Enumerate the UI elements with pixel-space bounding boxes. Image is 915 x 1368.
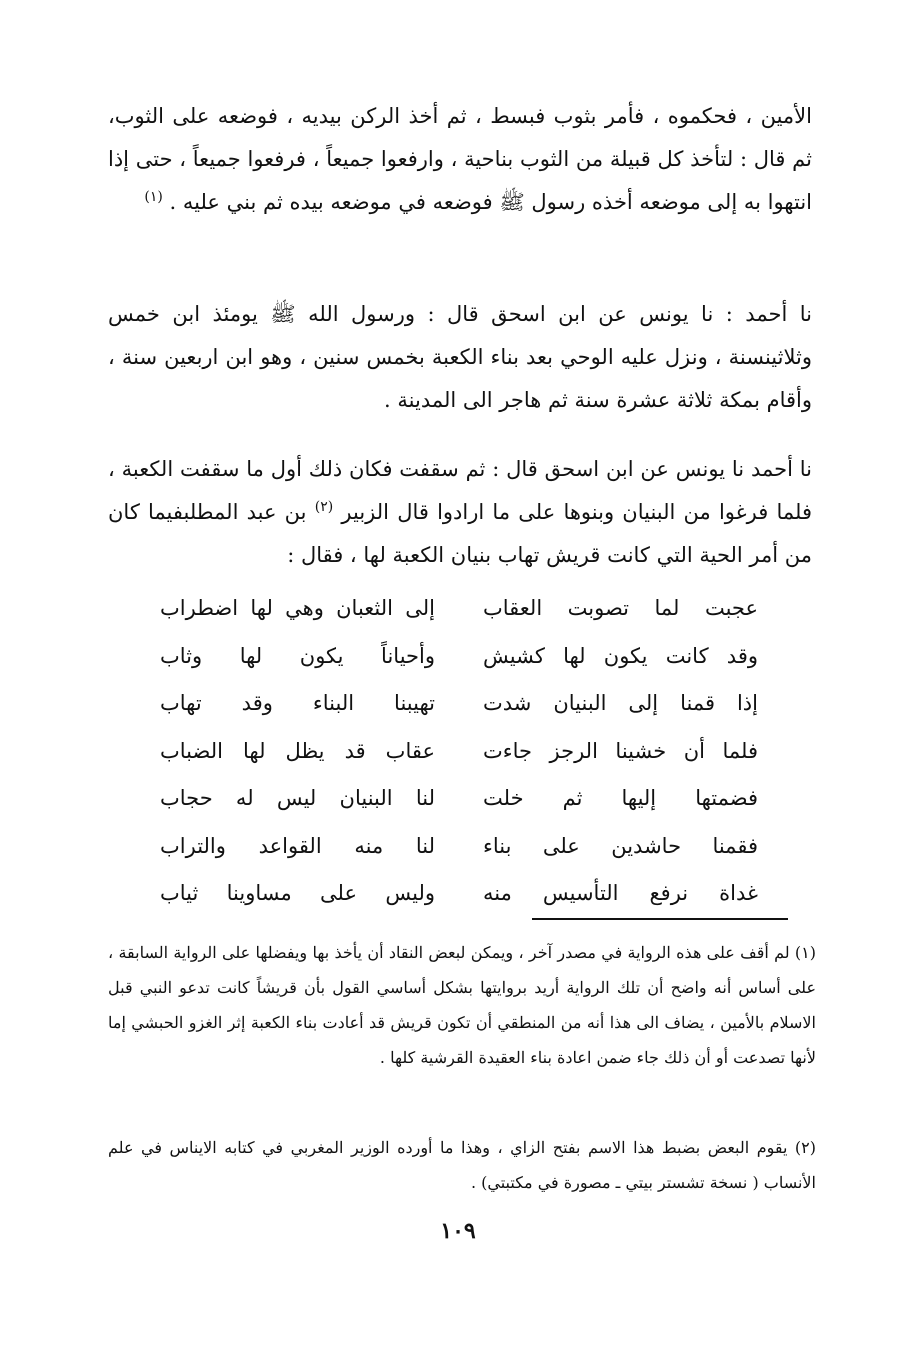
poem-verse [150,775,770,823]
footnote-2: (٢) يقوم البعض بضبط هذا الاسم بفتح الزاي ، وهذا ما أورده الوزير المغربي في كتابه الايناس في علم الأنساب ( نسخة تشستر بيتي ـ مصورة في مكتبتي) . [108,1138,817,1192]
footnote-separator [532,918,788,920]
verse-first-hemistich: إذا قمنا إلى البنيان شدت [483,691,758,715]
poem-verse [150,870,770,918]
verse-first-hemistich: فلما أن خشينا الرجز جاءت [483,738,758,763]
poem-verse [150,823,770,871]
verse-second-hemistich: إلى الثعبان وهي لها اضطراب [160,596,435,620]
verse-second-hemistich: لنا البنيان ليس له حجاب [160,786,435,810]
verse-second-hemistich: عقاب قد يظل لها الضباب [160,738,435,763]
paragraph-1-text: الأمين ، فحكموه ، فأمر بثوب فبسط ، ثم أخذ الركن بيديه ، فوضعه على الثوب، ثم قال : لتأخذ كل قبيلة من الثوب بناحية ، وارفعوا جميعاً ، فرفعوا جميعاً ، حتى إذا انتهوا به إلى موضعه أخذه رسول ﷺ فوضعه في موضعه بيده ثم بني عليه . [108,104,812,214]
paragraph-1 [108,95,812,224]
poem-verse [150,633,770,681]
paragraph-3-text-before: نا أحمد نا يونس عن ابن اسحق قال : ثم سقفت فكان ذلك أول ما سقفت الكعبة ، فلما فرغوا من البنيان وبنوها على ما ارادوا قال الزبير [108,457,812,524]
poem-verse [150,585,770,633]
verse-second-hemistich: وليس على مساوينا ثياب [160,881,435,905]
page-number: ١٠٩ [440,1218,476,1244]
verse-second-hemistich: لنا منه القواعد والتراب [160,833,435,858]
poem-verse [150,728,770,776]
verse-second-hemistich: وأحياناً يكون لها وثاب [160,643,435,668]
verse-first-hemistich: فقمنا حاشدين على بناء [483,833,758,858]
verse-first-hemistich: فضمتها إليها ثم خلت [483,786,758,810]
poem [150,585,770,918]
poem-verse [150,680,770,728]
footnote-ref-1: (١) [144,189,163,205]
paragraph-2 [108,293,812,422]
footnote-ref-2: (٢) [314,499,334,515]
paragraph-3-text-after: بن عبد المطلبفيما كان من أمر الحية التي كانت قريش تهاب بنيان الكعبة لها ، فقال : [108,500,812,567]
paragraph-3 [108,448,812,577]
paragraph-2-text: نا أحمد : نا يونس عن ابن اسحق قال : ورسول الله ﷺ يومئذ ابن خمس وثلاثينسنة ، ونزل عليه الوحي بعد بناء الكعبة بخمس سنين ، وهو ابن اربعين سنة ، وأقام بمكة ثلاثة عشرة سنة ثم هاجر الى المدينة . [108,302,812,412]
verse-first-hemistich: غداة نرفع التأسيس منه [483,881,758,905]
verse-second-hemistich: تهيبنا البناء وقد تهاب [160,691,435,715]
verse-first-hemistich: وقد كانت يكون لها كشيش [483,643,758,668]
verse-first-hemistich: عجبت لما تصوبت العقاب [483,596,758,620]
footnote-1: (١) لم أقف على هذه الرواية في مصدر آخر ، ويمكن لبعض النقاد أن يأخذ بها ويفضلها على الرواية السابقة ، على أساس أنه واضح أن تلك الرواية أريد بروايتها بشكل أساسي القول بأن قريشاً كانت تدعو النبي قبل الاسلام بالأمين ، يضاف الى هذا أنه من المنطقي أن تكون قريش قد أعادت بناء الكعبة إثر الغزو الحبشي إما لأنها تصدعت أو أن ذلك جاء ضمن اعادة بناء العقيدة القرشية كلها . [108,943,817,1067]
